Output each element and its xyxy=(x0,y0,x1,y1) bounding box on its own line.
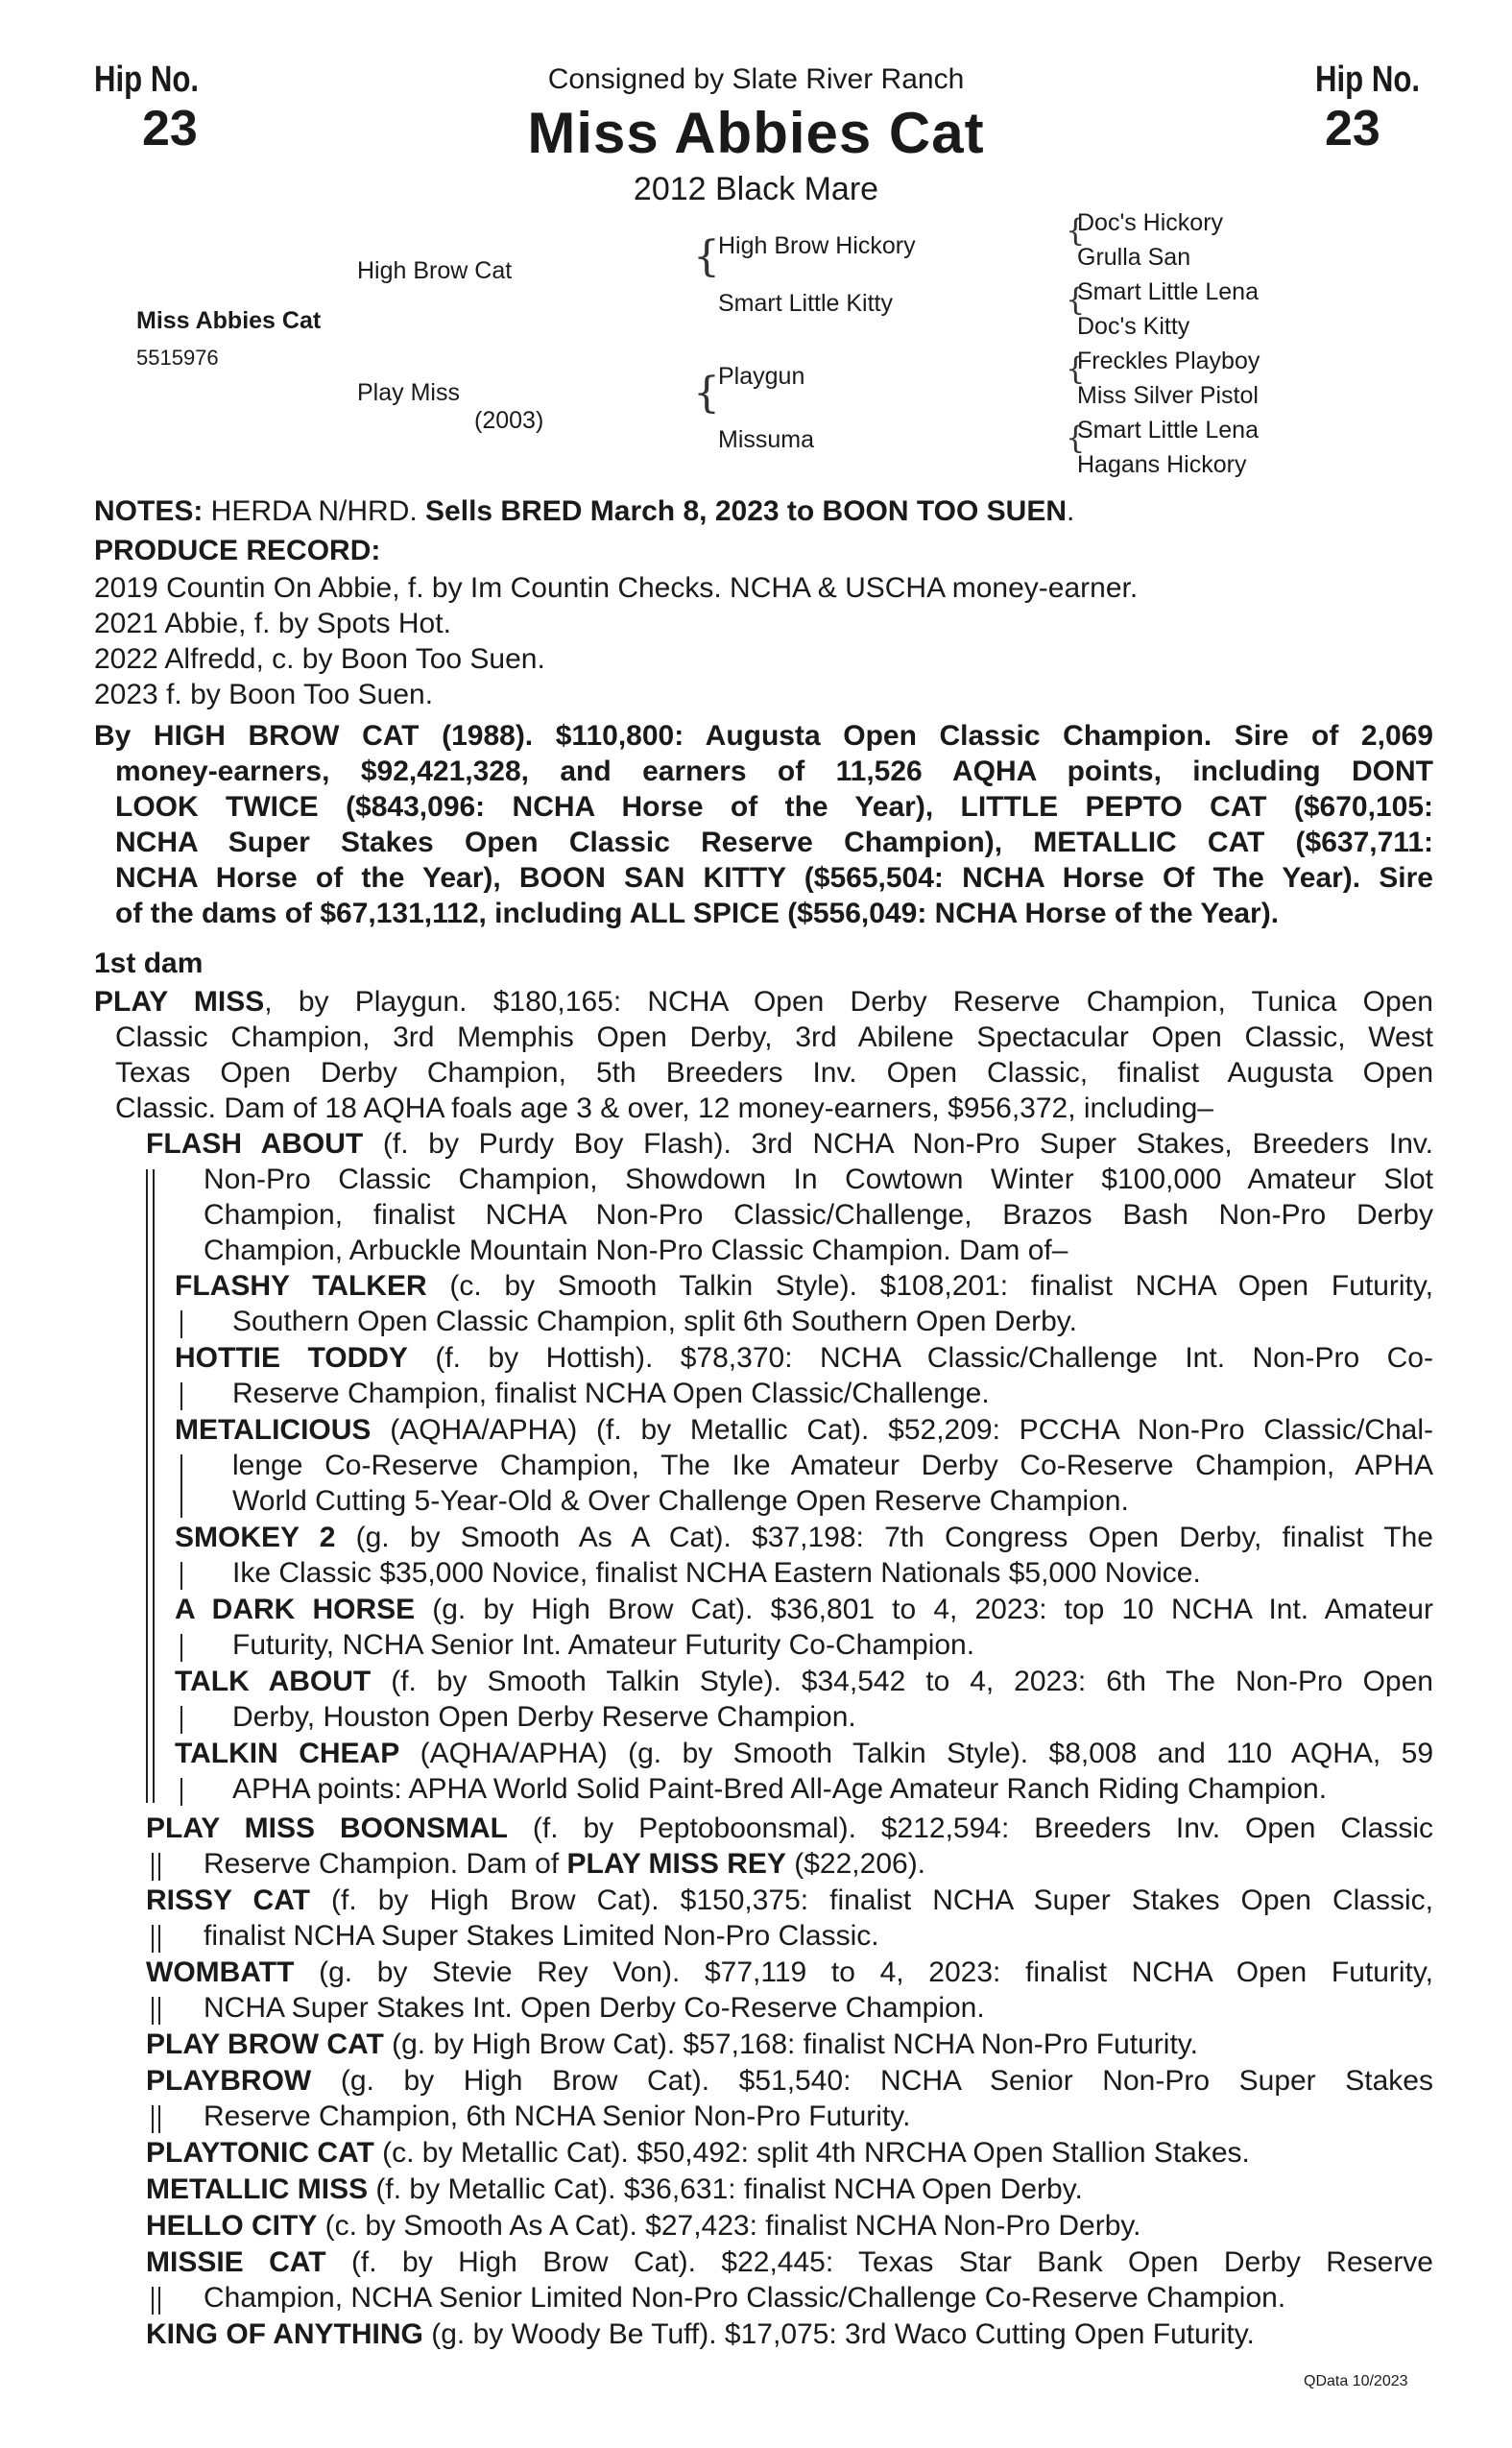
dam-line: Classic. Dam of 18 AQHA foals age 3 & over, 12 money-earners, $956,372, including– xyxy=(115,1092,1213,1124)
produce-text: NCHA Super Stakes Int. Open Derby Co-Reserve Champion. xyxy=(204,1992,985,2024)
produce-line xyxy=(146,2027,1433,2062)
first-dam-heading: 1st dam xyxy=(94,948,204,979)
dam-line: Texas Open Derby Champion, 5th Breeders Inv. Open Classic, finalist Augusta Open xyxy=(115,1057,1433,1089)
sire-line: NCHA Super Stakes Open Classic Reserve Champion), METALLIC CAT ($637,711: xyxy=(115,827,1433,858)
lineage-bar xyxy=(180,1310,182,1338)
produce-entry xyxy=(175,1592,1433,1663)
lineage-bar xyxy=(152,1997,154,2025)
sire-line: money-earners, $92,421,328, and earners of 11,526 AQHA points, including DONT xyxy=(115,756,1433,787)
produce-entry xyxy=(175,1520,1433,1591)
footer-qdata: QData 10/2023 xyxy=(1304,2373,1408,2389)
produce-text: (g. by High Brow Cat). $51,540: NCHA Senior Non-Pro Super Stakes xyxy=(311,2065,1433,2097)
produce-line xyxy=(146,2099,1433,2134)
produce-text: (g. by Smooth As A Cat). $37,198: 7th Congress Open Derby, finalist The xyxy=(335,1522,1433,1553)
produce-entry xyxy=(146,1883,1433,1954)
produce-entry xyxy=(175,1736,1433,1807)
produce-line xyxy=(146,2280,1433,2316)
produce-name: PLAY MISS BOONSMAL xyxy=(146,1812,508,1844)
produce-text: (f. by Hottish). $78,370: NCHA Classic/Challenge Int. Non-Pro Co- xyxy=(407,1342,1433,1374)
produce-line xyxy=(175,1771,1433,1807)
pedigree-dam-dam: Missuma xyxy=(718,426,815,453)
produce-line xyxy=(175,1699,1433,1735)
lineage-bar xyxy=(152,1925,154,1953)
produce-text: Reserve Champion, finalist NCHA Open Classic/Challenge. xyxy=(232,1378,990,1409)
lineage-bar xyxy=(180,1778,182,1806)
produce-text: lenge Co-Reserve Champion, The Ike Amateur Derby Co-Reserve Champion, APHA xyxy=(232,1450,1433,1481)
pedigree-ggp: Doc's Kitty xyxy=(1077,313,1190,340)
produce-line xyxy=(146,2172,1433,2207)
produce-foal-earnings: ($22,206). xyxy=(785,1848,926,1880)
produce-text: Reserve Champion, 6th NCHA Senior Non-Pro Futurity. xyxy=(204,2100,911,2132)
produce-line xyxy=(175,1627,1433,1663)
produce-line xyxy=(175,1412,1433,1448)
produce-entry xyxy=(146,1811,1433,1882)
produce-name: SMOKEY 2 xyxy=(175,1522,336,1553)
produce-text: (g. by Woody Be Tuff). $17,075: 3rd Waco Cutting Open Futurity. xyxy=(422,2318,1255,2350)
produce-item: 2019 Countin On Abbie, f. by Im Countin Checks. NCHA & USCHA money-earner. xyxy=(94,572,1139,604)
produce-text: (c. by Smooth As A Cat). $27,423: finalist NCHA Non-Pro Derby. xyxy=(317,2210,1141,2242)
produce-name: A DARK HORSE xyxy=(175,1594,416,1625)
lineage-bar xyxy=(158,1997,160,2025)
lineage-bar xyxy=(180,1634,182,1662)
produce-entry xyxy=(146,2027,1433,2062)
hip-number-left: 23 xyxy=(142,101,198,156)
hip-label-right: Hip No. xyxy=(1315,60,1421,100)
dam-text: , by Playgun. $180,165: NCHA Open Derby Reserve Champion, Tunica Open xyxy=(264,986,1433,1018)
produce-item: 2022 Alfredd, c. by Boon Too Suen. xyxy=(94,643,545,675)
produce-line xyxy=(175,1520,1433,1555)
produce-line xyxy=(175,1268,1433,1304)
lineage-bar xyxy=(180,1454,182,1518)
produce-entry xyxy=(146,2063,1433,2134)
consignor-line: Consigned by Slate River Ranch xyxy=(547,63,965,95)
produce-entry xyxy=(146,2316,1433,2352)
sire-line: NCHA Horse of the Year), BOON SAN KITTY ($565,504: NCHA Horse Of The Year). Sire xyxy=(115,862,1433,894)
lineage-bar xyxy=(158,1925,160,1953)
produce-text: (c. by Smooth Talkin Style). $108,201: finalist NCHA Open Futurity, xyxy=(426,1270,1433,1302)
horse-name-title: Miss Abbies Cat xyxy=(527,101,985,165)
produce-entry xyxy=(146,2208,1433,2244)
produce-text: (g. by Stevie Rey Von). $77,119 to 4, 2023: finalist NCHA Open Futurity, xyxy=(294,1956,1433,1988)
produce-name: PLAY BROW CAT xyxy=(146,2028,384,2060)
brace-ggp-1: { xyxy=(1066,212,1086,249)
produce-line xyxy=(175,1483,1433,1519)
lineage-bar xyxy=(158,2105,160,2133)
produce-name: METALLIC MISS xyxy=(146,2173,369,2205)
sire-line: By HIGH BROW CAT (1988). $110,800: Augusta Open Classic Champion. Sire of 2,069 xyxy=(94,720,1433,752)
notes-end: . xyxy=(1067,495,1075,527)
produce-entry xyxy=(175,1268,1433,1339)
produce-entry xyxy=(146,2172,1433,2207)
pedigree-ggp: Doc's Hickory xyxy=(1077,209,1224,236)
produce-line xyxy=(146,1883,1433,1918)
produce-line xyxy=(146,1811,1433,1846)
produce-text: (f. by High Brow Cat). $150,375: finalist NCHA Super Stakes Open Classic, xyxy=(309,1884,1433,1916)
produce-entry xyxy=(146,1955,1433,2026)
pedigree-ggp: Smart Little Lena xyxy=(1077,278,1259,305)
produce-foal-name: PLAY MISS REY xyxy=(566,1848,786,1880)
pedigree-ggp: Hagans Hickory xyxy=(1077,451,1247,478)
produce-line: Non-Pro Classic Champion, Showdown In Cowtown Winter $100,000 Amateur Slot xyxy=(204,1164,1433,1195)
produce-name: METALICIOUS xyxy=(175,1414,372,1446)
produce-item: 2021 Abbie, f. by Spots Hot. xyxy=(94,608,451,639)
pedigree-ggp: Smart Little Lena xyxy=(1077,417,1259,444)
produce-line xyxy=(146,2135,1433,2171)
produce-name: MISSIE CAT xyxy=(146,2246,326,2278)
hip-number-right: 23 xyxy=(1325,101,1380,156)
pedigree-ggp: Miss Silver Pistol xyxy=(1077,382,1259,409)
sire-paragraph xyxy=(94,718,1433,931)
pedigree-subject: Miss Abbies Cat xyxy=(136,307,322,334)
produce-line: Champion, Arbuckle Mountain Non-Pro Classic Champion. Dam of– xyxy=(204,1235,1068,1266)
produce-line xyxy=(175,1736,1433,1771)
produce-line xyxy=(146,1126,1433,1162)
produce-entry xyxy=(146,2244,1433,2316)
produce-line xyxy=(146,1955,1433,1990)
sire-line: LOOK TWICE ($843,096: NCHA Horse of the Year), LITTLE PEPTO CAT ($670,105: xyxy=(115,791,1433,823)
produce-text: (f. by Peptoboonsmal). $212,594: Breeders Inv. Open Classic xyxy=(507,1812,1434,1844)
produce-name: FLASHY TALKER xyxy=(175,1270,427,1302)
produce-line xyxy=(175,1304,1433,1339)
notes-text: HERDA N/HRD. xyxy=(203,495,426,527)
registration-number: 5515976 xyxy=(136,346,219,370)
produce-name: FLASH ABOUT xyxy=(146,1128,364,1160)
produce-text: (f. by Purdy Boy Flash). 3rd NCHA Non-Pro Super Stakes, Breeders Inv. xyxy=(363,1128,1433,1160)
produce-text: (AQHA/APHA) (g. by Smooth Talkin Style). $8,008 and 110 AQHA, 59 xyxy=(399,1738,1434,1769)
produce-name: TALK ABOUT xyxy=(175,1666,372,1697)
lineage-bar xyxy=(180,1382,182,1410)
produce-line xyxy=(175,1592,1433,1627)
dam-name: PLAY MISS xyxy=(94,986,265,1018)
year-color-sex: 2012 Black Mare xyxy=(633,171,879,207)
notes-bred-info: Sells BRED March 8, 2023 to BOON TOO SUEN xyxy=(425,495,1068,527)
produce-text: finalist NCHA Super Stakes Limited Non-Pro Classic. xyxy=(204,1920,879,1952)
notes-label: NOTES: xyxy=(94,495,204,527)
brace-ggp-4: { xyxy=(1066,420,1086,456)
produce-name: HELLO CITY xyxy=(146,2210,318,2242)
pedigree-dam-year: (2003) xyxy=(474,407,544,434)
produce-heading: PRODUCE RECORD: xyxy=(94,535,381,566)
produce-line xyxy=(175,1340,1433,1376)
produce-name: PLAYBROW xyxy=(146,2065,312,2097)
produce-line xyxy=(146,1918,1433,1954)
hip-label-left: Hip No. xyxy=(94,60,200,100)
produce-text: (g. by High Brow Cat). $57,168: finalist NCHA Non-Pro Futurity. xyxy=(383,2028,1198,2060)
notes-line xyxy=(94,493,1074,529)
produce-line xyxy=(146,2316,1433,2352)
produce-entry xyxy=(175,1340,1433,1411)
flash-about-entry xyxy=(146,1126,1433,1268)
produce-text: APHA points: APHA World Solid Paint-Bred All-Age Amateur Ranch Riding Champion. xyxy=(232,1773,1328,1805)
lineage-bar xyxy=(180,1706,182,1734)
produce-name: WOMBATT xyxy=(146,1956,295,1988)
produce-line xyxy=(175,1376,1433,1411)
pedigree-ggp: Grulla San xyxy=(1077,244,1191,271)
dam-line xyxy=(94,984,1433,1020)
produce-text: (f. by Smooth Talkin Style). $34,542 to 4, 2023: 6th The Non-Pro Open xyxy=(371,1666,1433,1697)
produce-line xyxy=(146,2244,1433,2280)
produce-name: RISSY CAT xyxy=(146,1884,310,1916)
pedigree-dam: Play Miss xyxy=(357,379,460,406)
sire-line: of the dams of $67,131,112, including ALL SPICE ($556,049: NCHA Horse of the Year). xyxy=(115,898,1280,929)
pedigree-dam-sire: Playgun xyxy=(718,363,805,390)
lineage-bar xyxy=(158,1853,160,1881)
pedigree-sire-sire: High Brow Hickory xyxy=(718,232,916,259)
produce-line xyxy=(175,1664,1433,1699)
produce-text: Derby, Houston Open Derby Reserve Champion. xyxy=(232,1701,856,1733)
produce-text: Southern Open Classic Champion, split 6th Southern Open Derby. xyxy=(232,1306,1077,1337)
produce-line xyxy=(175,1555,1433,1591)
brace-sire: { xyxy=(693,232,720,281)
produce-text: (f. by High Brow Cat). $22,445: Texas Star Bank Open Derby Reserve xyxy=(325,2246,1433,2278)
pedigree-ggp: Freckles Playboy xyxy=(1077,348,1260,374)
produce-text: (f. by Metallic Cat). $36,631: finalist NCHA Open Derby. xyxy=(368,2173,1083,2205)
brace-dam: { xyxy=(693,369,720,418)
produce-text: Futurity, NCHA Senior Int. Amateur Futurity Co-Champion. xyxy=(232,1629,975,1661)
produce-text: Reserve Champion. Dam of xyxy=(204,1848,567,1880)
produce-line xyxy=(175,1448,1433,1483)
lineage-bar xyxy=(180,1562,182,1590)
brace-ggp-2: { xyxy=(1066,281,1086,318)
produce-line xyxy=(146,2208,1433,2244)
produce-line xyxy=(146,1846,1433,1882)
lineage-bar xyxy=(152,2105,154,2133)
produce-text: Champion, NCHA Senior Limited Non-Pro Classic/Challenge Co-Reserve Champion. xyxy=(204,2282,1286,2314)
produce-text: (AQHA/APHA) (f. by Metallic Cat). $52,209: PCCHA Non-Pro Classic/Chal- xyxy=(371,1414,1433,1446)
produce-text: (c. by Metallic Cat). $50,492: split 4th NRCHA Open Stallion Stakes. xyxy=(373,2137,1250,2169)
pedigree-sire: High Brow Cat xyxy=(357,257,513,284)
produce-line xyxy=(146,2063,1433,2099)
produce-line: Champion, finalist NCHA Non-Pro Classic/Challenge, Brazos Bash Non-Pro Derby xyxy=(204,1199,1433,1231)
produce-text: (g. by High Brow Cat). $36,801 to 4, 2023: top 10 NCHA Int. Amateur xyxy=(415,1594,1433,1625)
produce-entry xyxy=(146,2135,1433,2171)
dam-line: Classic Champion, 3rd Memphis Open Derby, 3rd Abilene Spectacular Open Classic, West xyxy=(115,1021,1433,1053)
produce-item: 2023 f. by Boon Too Suen. xyxy=(94,679,434,710)
first-dam-paragraph xyxy=(94,984,1433,1126)
produce-name: TALKIN CHEAP xyxy=(175,1738,400,1769)
brace-ggp-3: { xyxy=(1066,350,1086,387)
produce-name: PLAYTONIC CAT xyxy=(146,2137,374,2169)
produce-name: KING OF ANYTHING xyxy=(146,2318,423,2350)
lineage-bar xyxy=(152,2287,154,2315)
produce-entry xyxy=(175,1412,1433,1519)
produce-entry xyxy=(175,1664,1433,1735)
pedigree-sire-dam: Smart Little Kitty xyxy=(718,290,893,317)
produce-text: World Cutting 5-Year-Old & Over Challenge Open Reserve Champion. xyxy=(232,1485,1129,1517)
produce-name: HOTTIE TODDY xyxy=(175,1342,408,1374)
produce-text: Ike Classic $35,000 Novice, finalist NCHA Eastern Nationals $5,000 Novice. xyxy=(232,1557,1201,1589)
lineage-bar xyxy=(158,2287,160,2315)
lineage-bar xyxy=(152,1853,154,1881)
produce-line xyxy=(146,1990,1433,2026)
